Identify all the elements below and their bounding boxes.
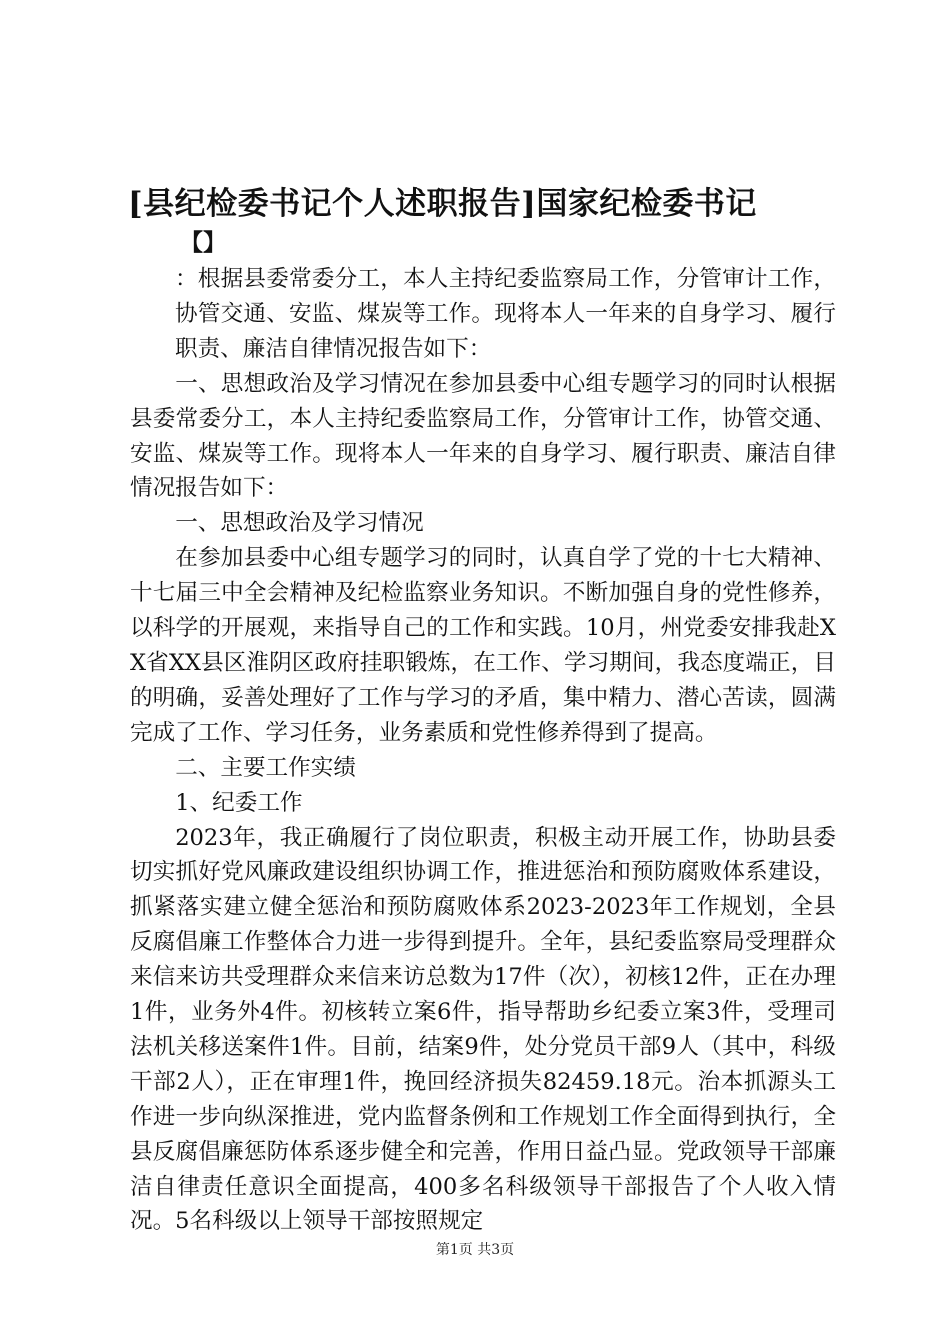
paragraph-section-summary: 一、思想政治及学习情况在参加县委中心组专题学习的同时认根据县委常委分工，本人主持纪委监察局工作，分管审计工作，协管交通、安监、煤炭等工作。现将本人一年来的自身学习、履行职责、廉洁自律情况报告如下： xyxy=(130,370,836,502)
paragraph-intro: ：根据县委常委分工，本人主持纪委监察局工作，分管审计工作，协管交通、安监、煤炭等工作。现将本人一年来的自身学习、履行职责、廉洁自律情况报告如下： xyxy=(175,266,836,362)
document-body xyxy=(130,262,836,1239)
paragraph-study: 在参加县委中心组专题学习的同时，认真自学了党的十七大精神、十七届三中全会精神及纪检监察业务知识。不断加强自身的党性修养，以科学的开展观，来指导自己的工作和实践。10月，州党委安排我赴XX省XX县区淮阴区政府挂职锻炼，在工作、学习期间，我态度端正，目的明确，妥善处理好了工作与学习的矛盾，集中精力、潜心苦读，圆满完成了工作、学习任务，业务素质和党性修养得到了提高。 xyxy=(130,545,836,746)
page-number: 第1页 共3页 xyxy=(435,1242,515,1258)
document-title: [县纪检委书记个人述职报告]国家纪检委书记 xyxy=(128,186,757,222)
paragraph-discipline-work: 2023年，我正确履行了岗位职责，积极主动开展工作，协助县委切实抓好党风廉政建设组织协调工作，推进惩治和预防腐败体系建设，抓紧落实建立健全惩治和预防腐败体系2023-2023年工作规划，全县反腐倡廉工作整体合力进一步得到提升。全年，县纪委监察局受理群众来信来访共受理群众来信来访总数为17件（次），初核12件，正在办理1件，业务外4件。初核转立案6件，指导帮助乡纪委立案3件，受理司法机关移送案件1件。目前，结案9件，处分党员干部9人（其中，科级干部2人），正在审理1件，挽回经济损失82459.18元。治本抓源头工作进一步向纵深推进，党内监督条例和工作规划工作全面得到执行，全县反腐倡廉惩防体系逐步健全和完善，作用日益凸显。党政领导干部廉洁自律责任意识全面提高，400多名科级领导干部报告了个人收入情况。5名科级以上领导干部按照规定 xyxy=(130,824,836,1235)
section-heading-achievements: 二、主要工作实绩 xyxy=(175,754,356,781)
document-subtitle: 【】 xyxy=(180,229,226,256)
section-heading-study: 一、思想政治及学习情况 xyxy=(175,510,424,537)
subsection-heading-discipline: 1、纪委工作 xyxy=(175,789,303,816)
